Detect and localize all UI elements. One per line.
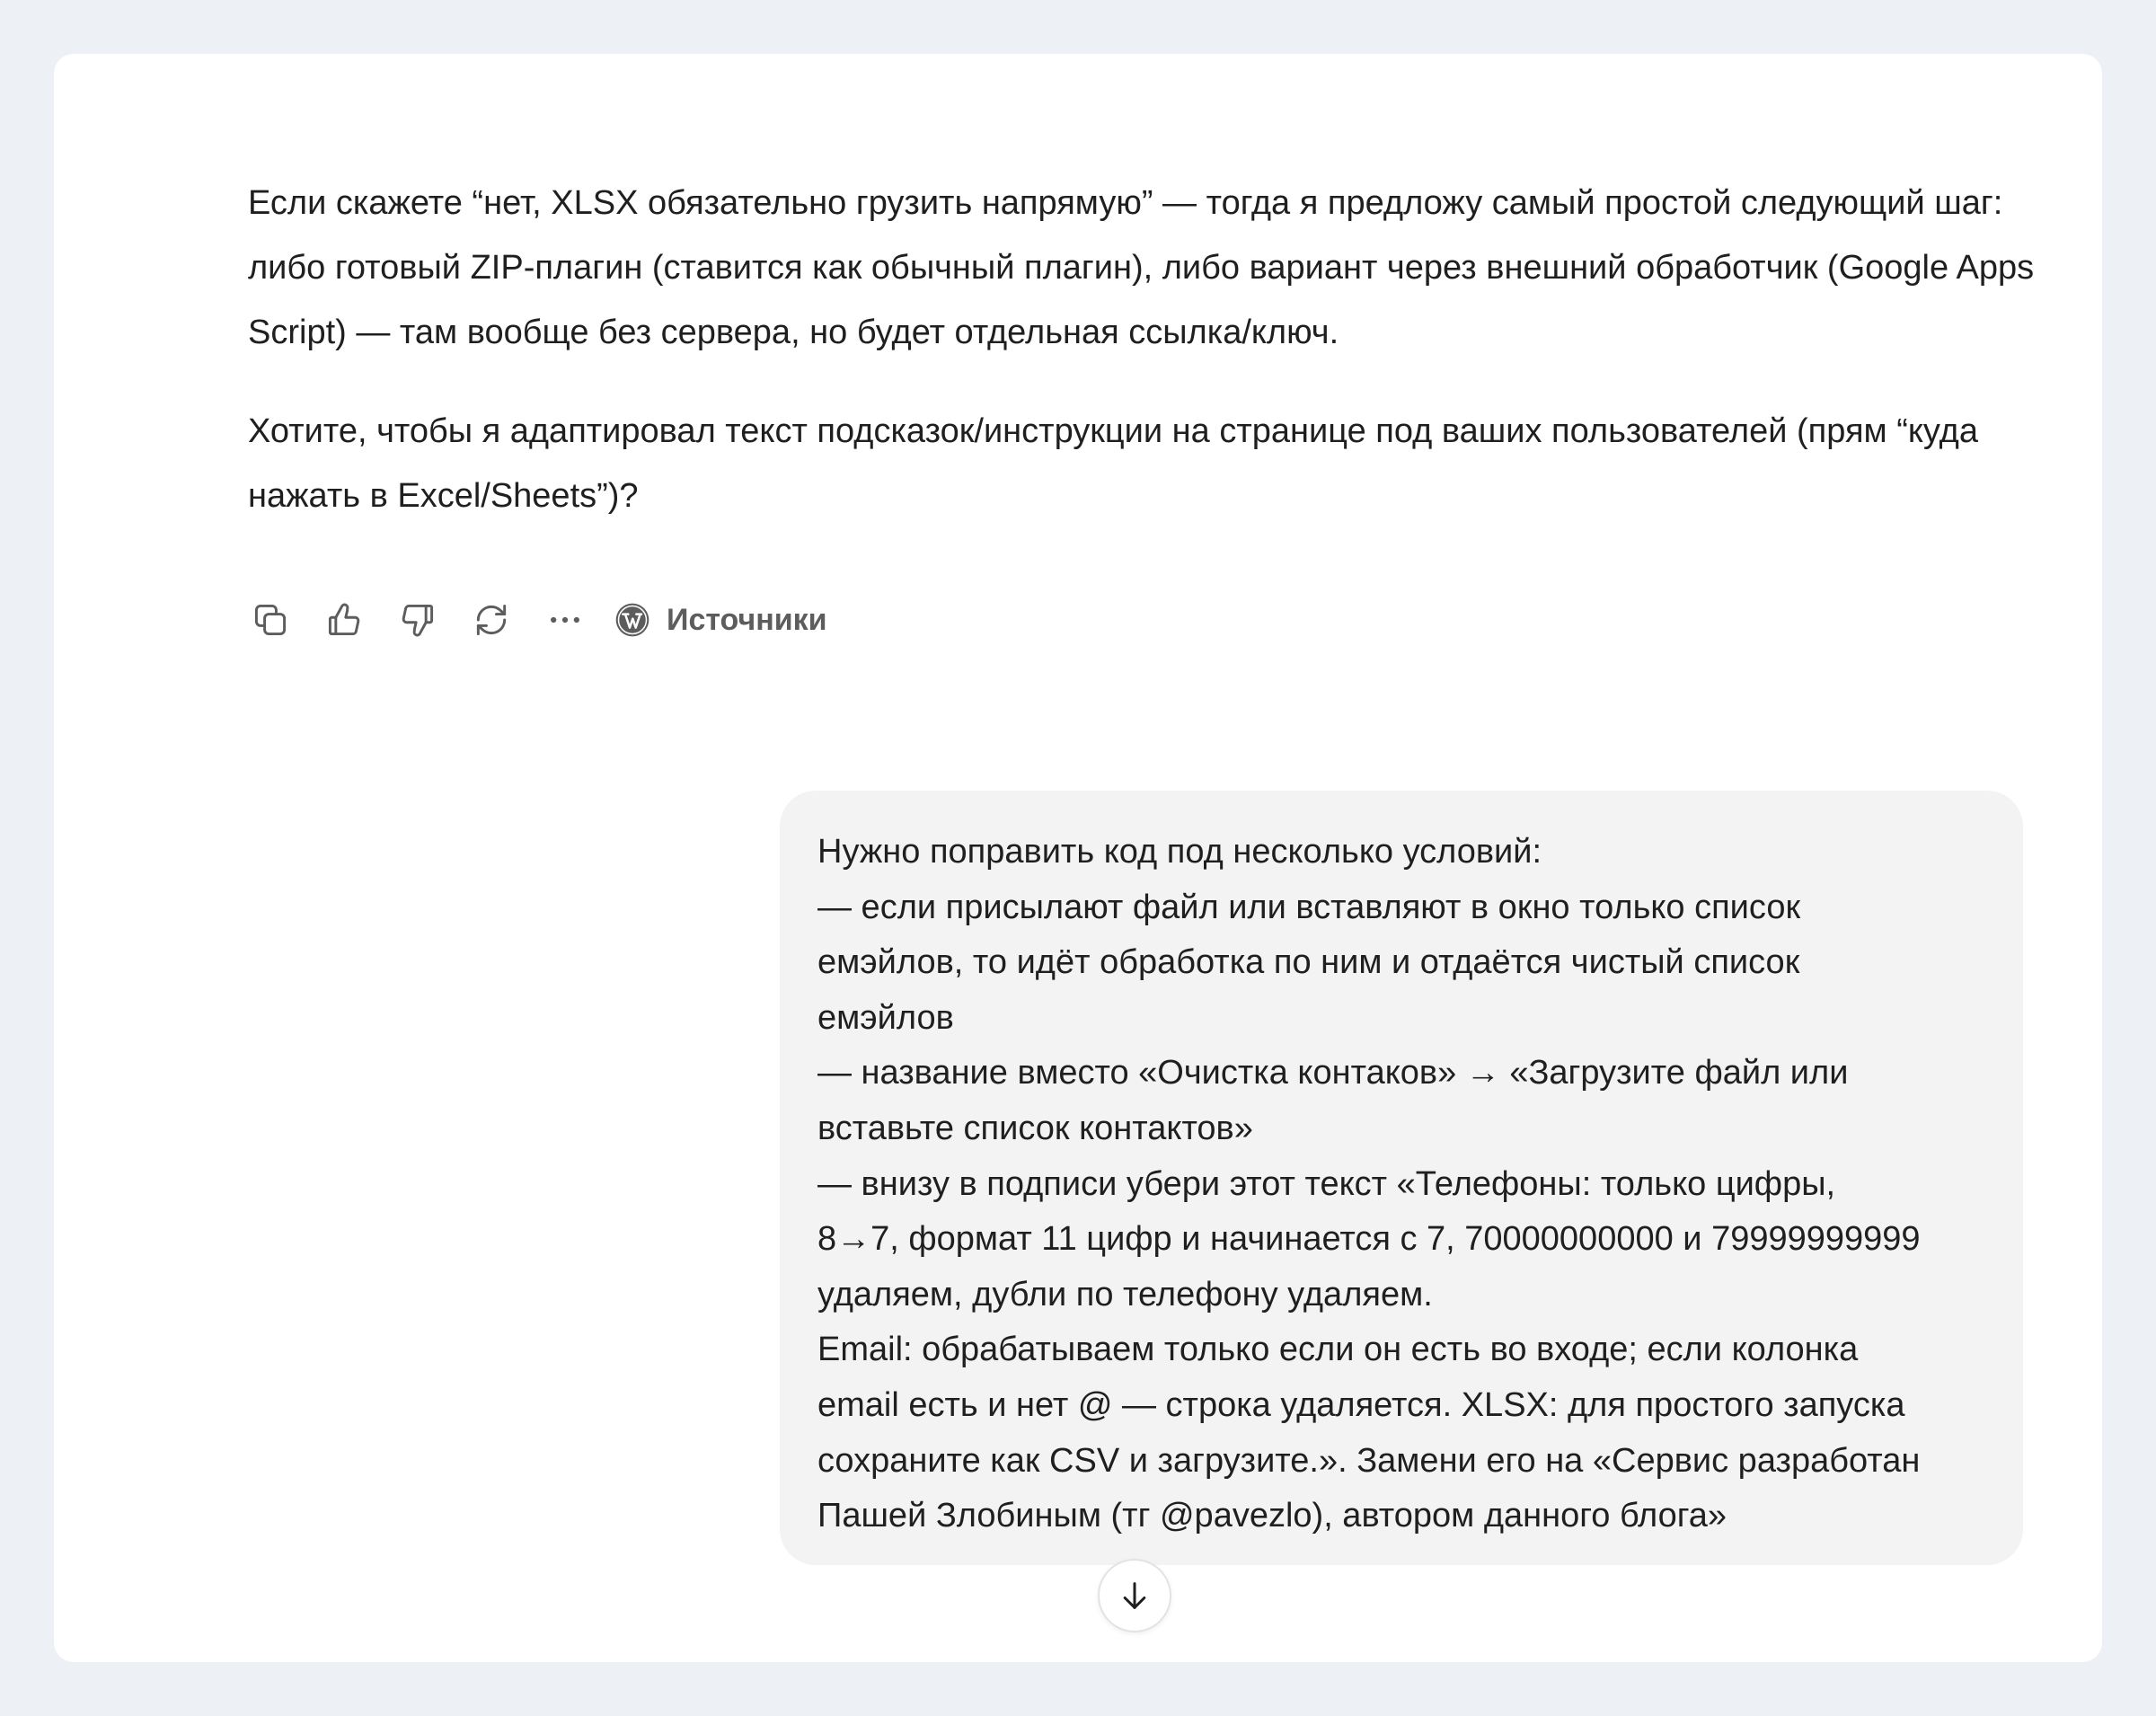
- user-message-line: Нужно поправить код под несколько условий:: [817, 833, 1542, 871]
- assistant-paragraph: Если скажете “нет, XLSX обязательно грузить напрямую” — тогда я предложу самый простой следующий шаг: либо готовый ZIP-плагин (ставится как обычный плагин), либо вариант через внешний обработчик (Google Apps Script) — там вообще без сервера, но будет отдельная ссылка/ключ.: [248, 184, 2035, 351]
- scroll-to-bottom-button[interactable]: [1098, 1559, 1171, 1632]
- sources-button[interactable]: [614, 594, 827, 646]
- user-message-line: — внизу в подписи убери этот текст «Телефоны: только цифры,: [817, 1164, 1836, 1203]
- regenerate-button[interactable]: [465, 594, 517, 646]
- assistant-message: [248, 171, 2045, 528]
- user-message-line: Email: обрабатываем только если он есть во входе; если колонка: [817, 1331, 1859, 1369]
- wordpress-icon: [614, 602, 650, 638]
- user-message-line: емэйлов: [817, 998, 954, 1037]
- user-message-line: email есть и нет @ — строка удаляется. XLSX: для простого запуска: [817, 1385, 1905, 1424]
- copy-button[interactable]: [244, 594, 296, 646]
- user-message-line: — название вместо «Очистка контаков» → «Загрузите файл или: [817, 1054, 1849, 1092]
- thumbs-up-icon: [324, 600, 364, 640]
- user-message-bubble: [780, 791, 2023, 1565]
- copy-icon: [251, 600, 290, 640]
- more-dots-icon: [545, 600, 585, 640]
- user-message-line: 8→7, формат 11 цифр и начинается с 7, 70000000000 и 79999999999: [817, 1220, 1921, 1259]
- more-button[interactable]: [539, 594, 591, 646]
- user-message-line: удаляем, дубли по телефону удаляем.: [817, 1275, 1433, 1314]
- dislike-button[interactable]: [392, 594, 444, 646]
- user-message-line: вставьте список контактов»: [817, 1109, 1253, 1147]
- like-button[interactable]: [318, 594, 370, 646]
- thumbs-down-icon: [398, 600, 437, 640]
- sources-label: Источники: [667, 602, 827, 637]
- refresh-icon: [472, 600, 511, 640]
- user-message-line: емэйлов, то идёт обработка по ним и отдаётся чистый список: [817, 943, 1800, 982]
- message-actions-toolbar: [244, 593, 827, 647]
- assistant-paragraph: Хотите, чтобы я адаптировал текст подсказок/инструкции на странице под ваших пользователей (прям “куда нажать в Excel/Sheets”)?: [248, 412, 1978, 515]
- user-message-line: сохраните как CSV и загрузите.». Замени его на «Сервис разработан: [817, 1441, 1921, 1480]
- arrow-down-icon: [1117, 1578, 1153, 1614]
- user-message-line: Пашей Злобиным (тг @pavezlo), автором данного блога»: [817, 1497, 1727, 1535]
- user-message-line: — если присылают файл или вставляют в окно только список: [817, 888, 1801, 926]
- chat-panel: [54, 54, 2102, 1662]
